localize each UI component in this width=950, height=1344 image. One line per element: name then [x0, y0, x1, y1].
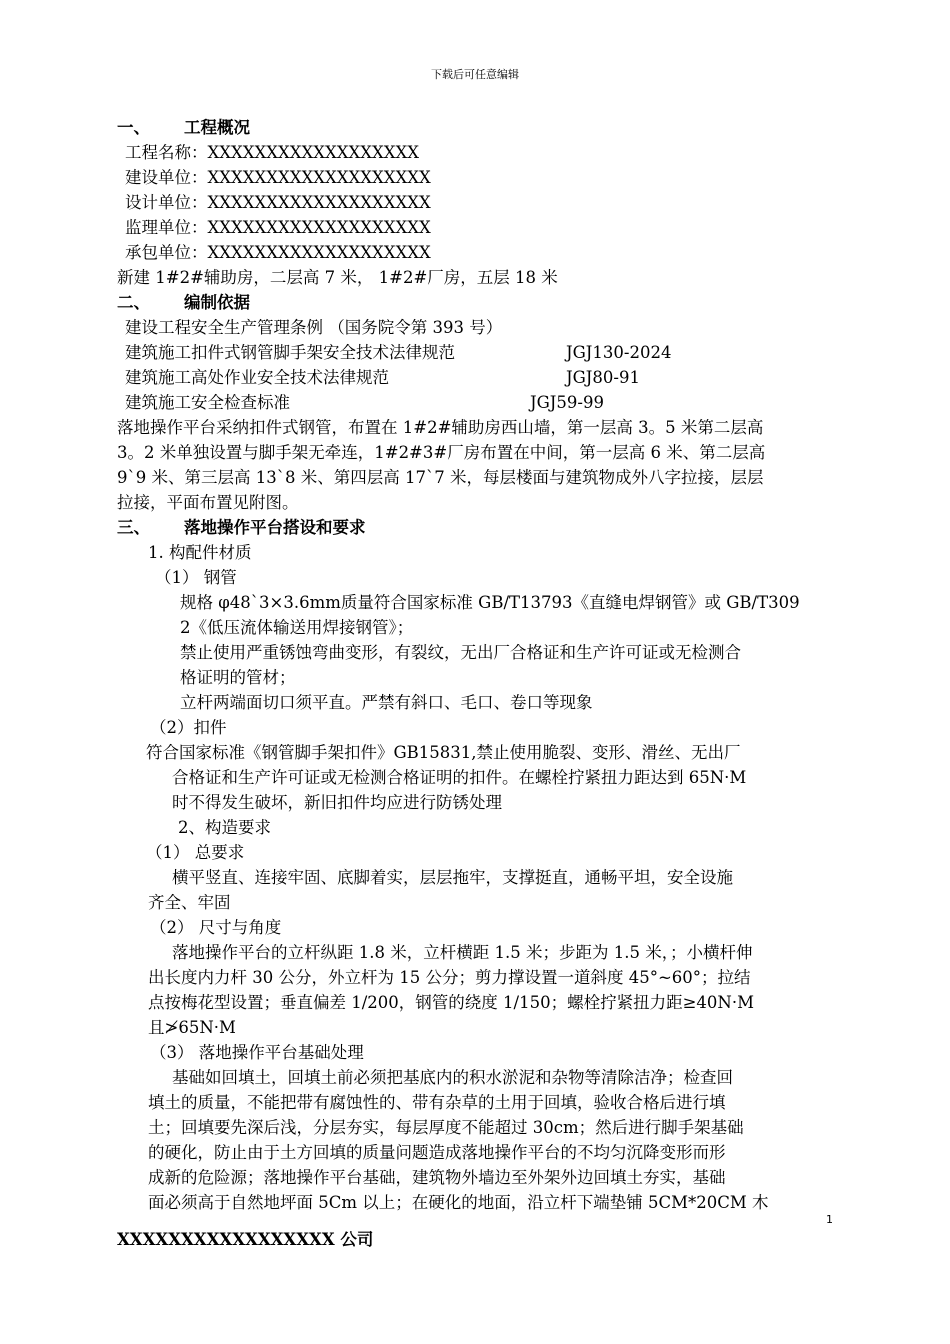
dimensions-line-1: 落地操作平台的立杆纵距 1.8 米，立杆横距 1.5 米；步距为 1.5 米，；小横杆伸	[172, 943, 753, 962]
project-name-line: 工程名称：XXXXXXXXXXXXXXXXXX	[125, 143, 419, 162]
footer-company: XXXXXXXXXXXXXXXXX 公司	[117, 1230, 374, 1249]
foundation-line-2: 填土的质量，不能把带有腐蚀性的、带有杂草的土用于回填，验收合格后进行填	[148, 1093, 726, 1112]
dimensions-line-3: 点按梅花型设置；垂直偏差 1/200，钢管的绕度 1/150；螺栓拧紧扭力距≥40N·M	[148, 993, 754, 1012]
general-line-1: 横平竖直、连接牢固、底脚着实，层层拖牢，支撑挺直，通畅平坦，安全设施	[172, 868, 733, 887]
layout-paragraph-line-3: 9`9 米、第三层高 13`8 米、第四层高 17`7 米，每层楼面与建筑物成外八字拉接，层层	[117, 468, 764, 487]
item-2a-general: （1） 总要求	[146, 843, 245, 862]
fastener-line-1: 符合国家标准《钢管脚手架扣件》GB15831,禁止使用脆裂、变形、滑丝、无出厂	[146, 743, 741, 762]
item-2c-foundation: （3） 落地操作平台基础处理	[150, 1043, 364, 1062]
reference-2-name: 建筑施工扣件式钢管脚手架安全技术法律规范	[125, 343, 455, 362]
layout-paragraph-line-1: 落地操作平台采纳扣件式钢管，布置在 1#2#辅助房西山墙，第一层高 3。5 米第二层高	[117, 418, 764, 437]
item-1a-steel-pipe: （1） 钢管	[155, 568, 237, 587]
reference-4-code: JGJ59-99	[530, 393, 604, 412]
pipe-spec-line-2: 2《低压流体输送用焊接钢管》；	[180, 618, 414, 637]
item-1-heading: 1. 构配件材质	[148, 543, 252, 562]
header-note: 下载后可任意编辑	[431, 68, 519, 81]
section-1-number: 一、	[117, 118, 150, 137]
dimensions-line-2: 出长度内力杆 30 公分，外立杆为 15 公分；剪力撑设置一道斜度 45°~60°；拉结	[148, 968, 751, 987]
item-2-heading: 2、构造要求	[178, 818, 271, 837]
contractor-line: 承包单位：XXXXXXXXXXXXXXXXXXX	[125, 243, 431, 262]
section-3-number: 三、	[117, 518, 150, 537]
section-1-heading	[117, 116, 250, 140]
page-number: 1	[826, 1213, 833, 1226]
reference-4-name: 建筑施工安全检查标准	[125, 393, 290, 412]
reference-3-code: JGJ80-91	[566, 368, 640, 387]
designer-line: 设计单位：XXXXXXXXXXXXXXXXXXX	[125, 193, 431, 212]
fastener-line-2: 合格证和生产许可证或无检测合格证明的扣件。在螺栓拧紧扭力距达到 65N·M	[172, 768, 747, 787]
section-2-heading	[117, 291, 250, 315]
layout-paragraph-line-2: 3。2 米单独设置与脚手架无牵连，1#2#3#厂房布置在中间，第一层高 6 米、第二层高	[117, 443, 766, 462]
item-2b-dimensions: （2） 尺寸与角度	[150, 918, 282, 937]
reference-3-name: 建筑施工高处作业安全技术法律规范	[125, 368, 389, 387]
section-2-number: 二、	[117, 293, 150, 312]
owner-line: 建设单位：XXXXXXXXXXXXXXXXXXX	[125, 168, 431, 187]
pipe-ban-line-1: 禁止使用严重锈蚀弯曲变形，有裂纹，无出厂合格证和生产许可证或无检测合	[180, 643, 741, 662]
foundation-line-1: 基础如回填土，回填土前必须把基底内的积水淤泥和杂物等清除洁净；检查回	[172, 1068, 733, 1087]
project-description: 新建 1#2#辅助房，二层高 7 米， 1#2#厂房，五层 18 米	[117, 268, 558, 287]
supervisor-line: 监理单位：XXXXXXXXXXXXXXXXXXX	[125, 218, 431, 237]
section-3-title: 落地操作平台搭设和要求	[184, 518, 366, 537]
dimensions-line-4: 且≯65N·M	[148, 1018, 236, 1037]
foundation-line-6: 面必须高于自然地坪面 5Cm 以上；在硬化的地面，沿立杆下端垫铺 5CM*20CM 木	[148, 1193, 769, 1212]
section-1-title: 工程概况	[184, 118, 250, 137]
pipe-cut-requirement: 立杆两端面切口须平直。严禁有斜口、毛口、卷口等现象	[180, 693, 593, 712]
pipe-spec-line-1: 规格 φ48`3×3.6mm质量符合国家标准 GB/T13793《直缝电焊钢管》或 GB/T309	[180, 593, 800, 612]
reference-1: 建设工程安全生产管理条例 （国务院令第 393 号）	[125, 318, 503, 337]
foundation-line-5: 成新的危险源；落地操作平台基础，建筑物外墙边至外架外边回填土夯实，基础	[148, 1168, 726, 1187]
pipe-ban-line-2: 格证明的管材；	[180, 668, 296, 687]
general-line-2: 齐全、牢固	[148, 893, 231, 912]
fastener-line-3: 时不得发生破坏，新旧扣件均应进行防锈处理	[172, 793, 502, 812]
section-3-heading	[117, 516, 366, 540]
foundation-line-4: 的硬化，防止由于土方回填的质量问题造成落地操作平台的不均匀沉降变形而形	[148, 1143, 726, 1162]
section-2-title: 编制依据	[184, 293, 250, 312]
layout-paragraph-line-4: 拉接，平面布置见附图。	[117, 493, 299, 512]
foundation-line-3: 土；回填要先深后浅，分层夯实，每层厚度不能超过 30cm；然后进行脚手架基础	[148, 1118, 744, 1137]
reference-2-code: JGJ130-2024	[566, 343, 672, 362]
item-1b-fastener: （2）扣件	[150, 718, 227, 737]
